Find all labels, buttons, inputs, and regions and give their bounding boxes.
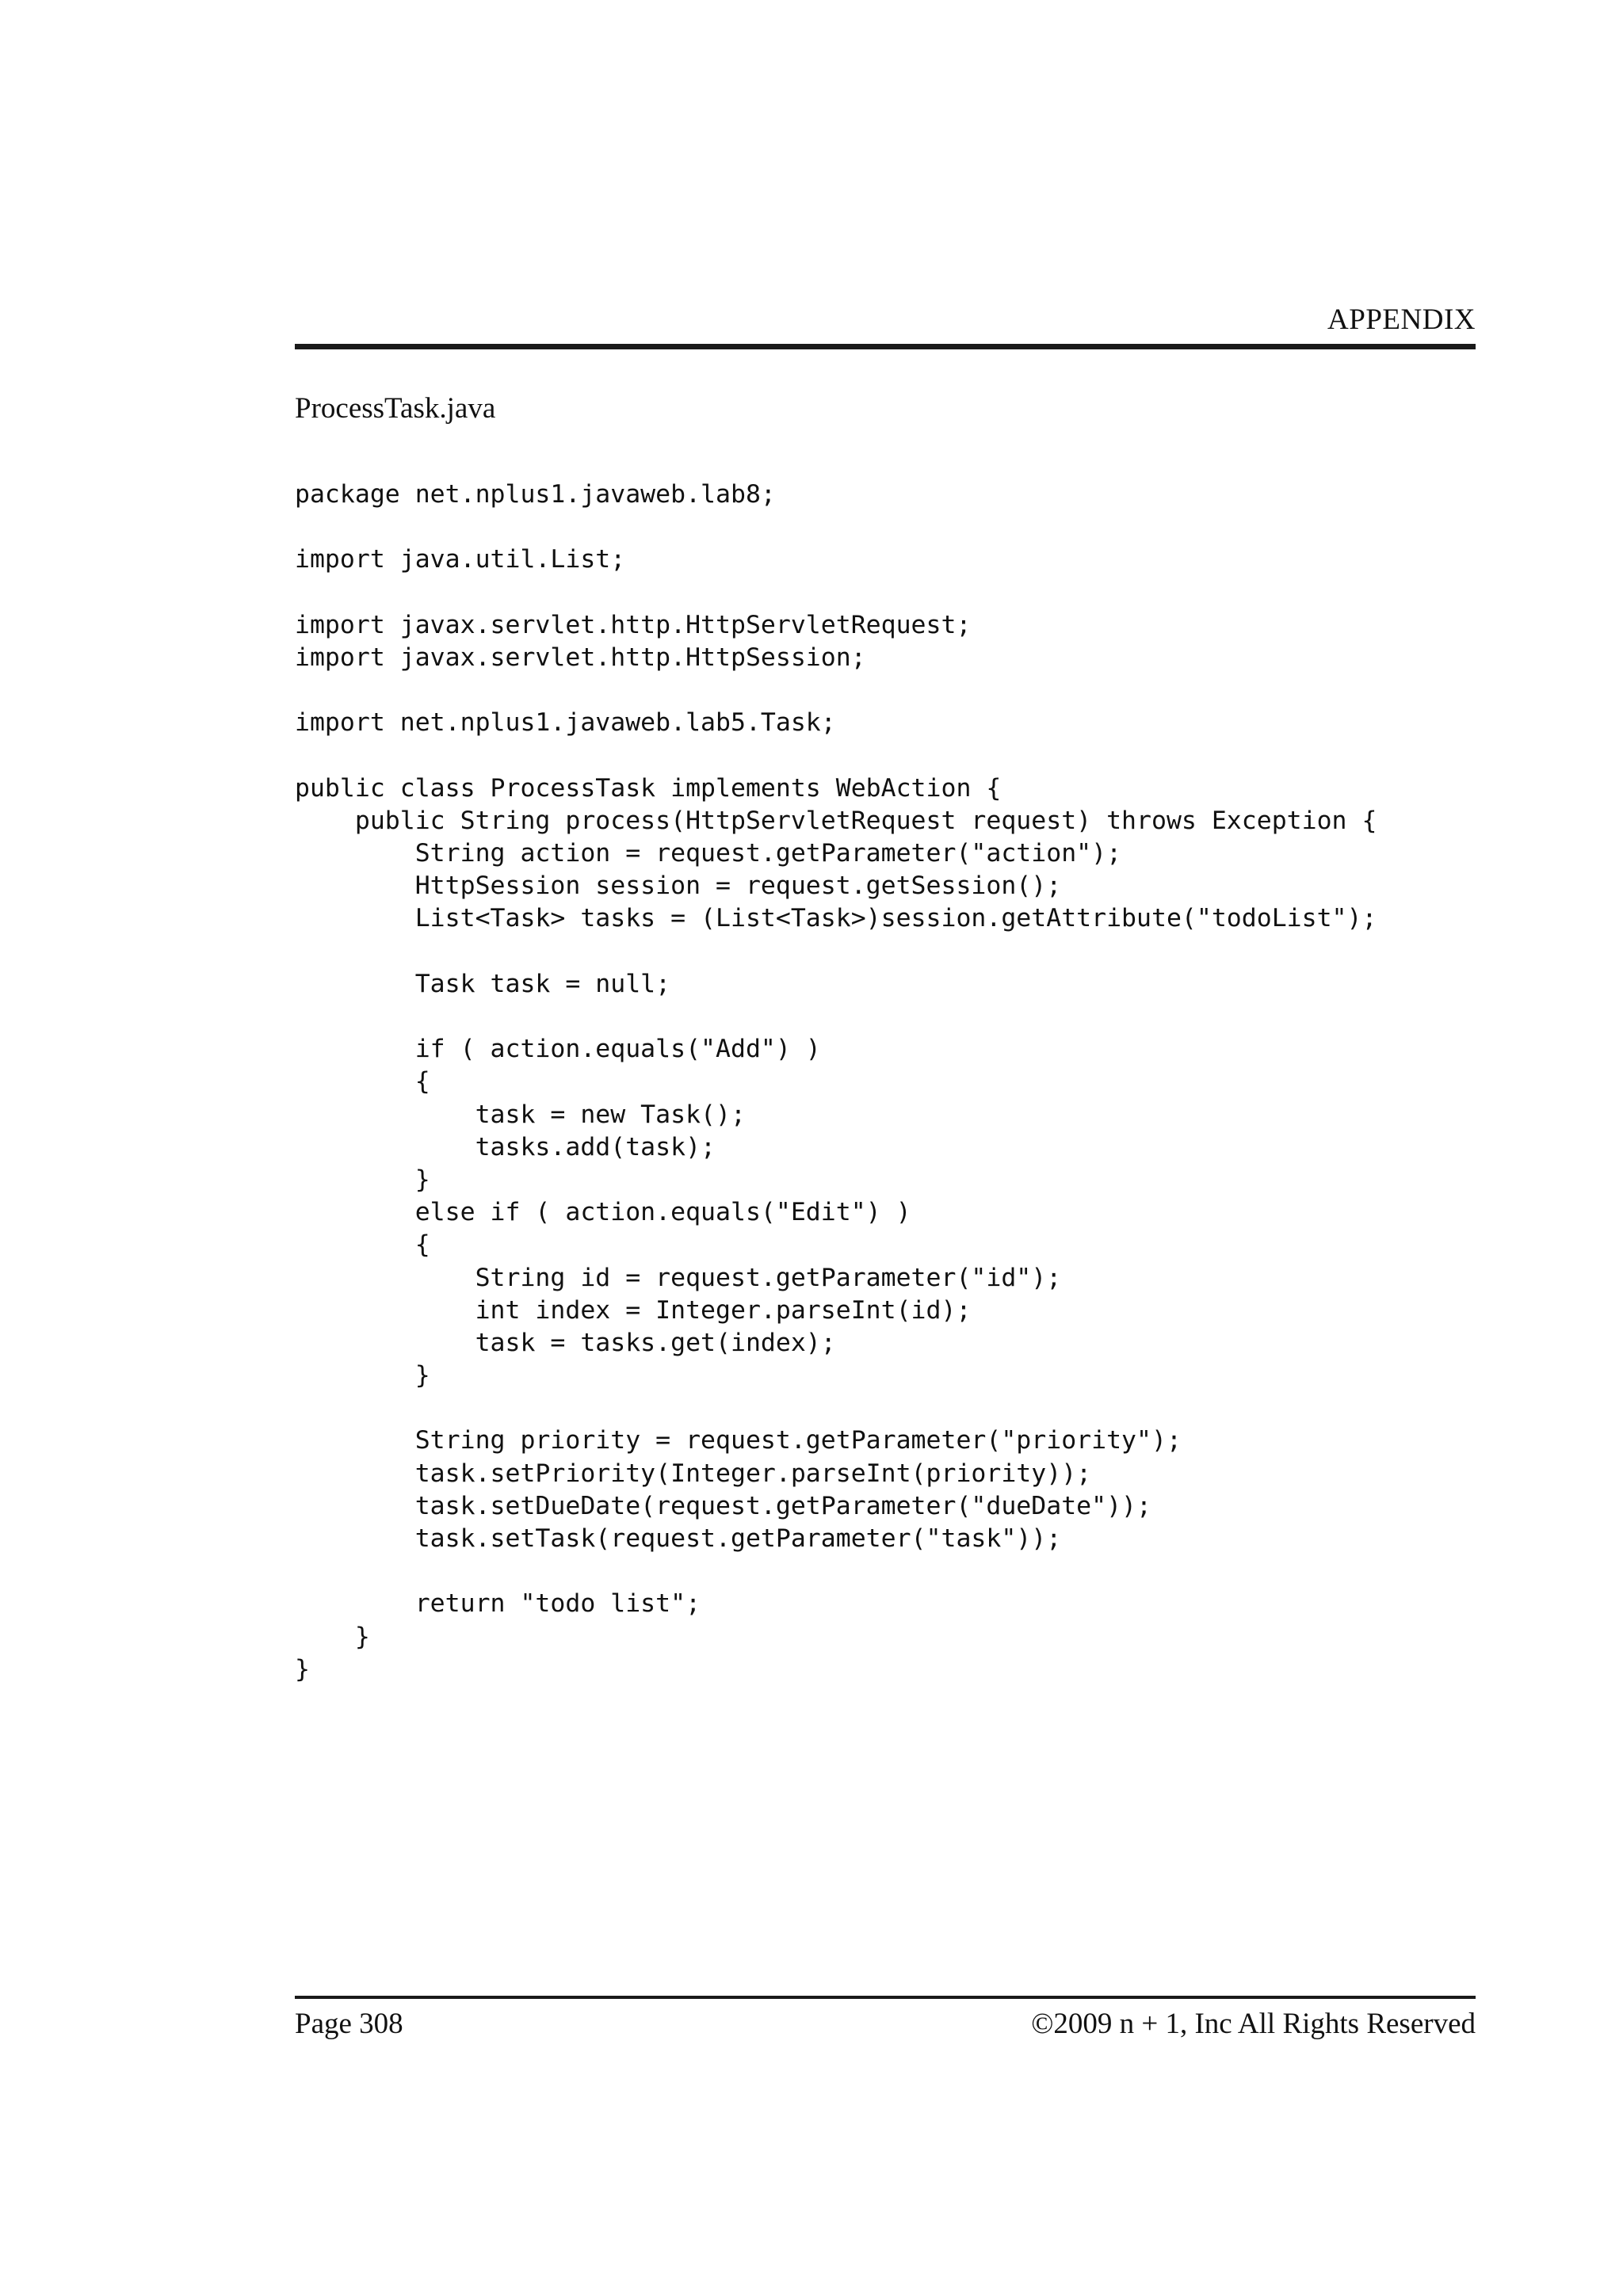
code-line: package net.nplus1.javaweb.lab8; [295,480,776,509]
page-number: Page 308 [295,2008,403,2040]
code-line: String id = request.getParameter("id"); [295,1263,1062,1292]
code-line: { [295,1230,430,1260]
copyright-notice: ©2009 n + 1, Inc All Rights Reserved [1031,2008,1476,2040]
code-line: import java.util.List; [295,545,626,574]
header-rule [295,344,1476,349]
code-line [295,1001,1476,1033]
code-line: String action = request.getParameter("action"); [295,839,1122,868]
code-line [295,511,1476,543]
code-line [295,577,1476,609]
code-line: } [295,1361,430,1390]
code-line: task.setPriority(Integer.parseInt(priority)); [295,1459,1092,1488]
code-line: { [295,1067,430,1097]
code-line: import net.nplus1.javaweb.lab5.Task; [295,708,836,738]
code-line: return "todo list"; [295,1589,701,1619]
code-line: int index = Integer.parseInt(id); [295,1295,972,1325]
code-line: String priority = request.getParameter("priority"); [295,1426,1182,1455]
code-line: } [295,1654,310,1684]
code-line: task = new Task(); [295,1100,746,1129]
code-line: } [295,1622,370,1651]
code-line [295,1392,1476,1425]
code-line: else if ( action.equals("Edit") ) [295,1198,911,1227]
code-line: HttpSession session = request.getSession(); [295,871,1062,901]
code-line [295,674,1476,707]
running-head: APPENDIX [1327,303,1476,336]
code-line [295,1555,1476,1588]
code-line: task = tasks.get(index); [295,1328,836,1357]
code-listing [295,479,1476,1686]
code-line: } [295,1165,430,1194]
code-line: if ( action.equals("Add") ) [295,1035,821,1064]
code-line: task.setDueDate(request.getParameter("dueDate")); [295,1491,1151,1520]
code-line: import javax.servlet.http.HttpSession; [295,643,866,672]
code-line: public class ProcessTask implements WebAction { [295,773,1002,803]
code-line: task.setTask(request.getParameter("task")); [295,1524,1062,1553]
code-line: tasks.add(task); [295,1132,716,1161]
code-line: List<Task> tasks = (List<Task>)session.getAttribute("todoList"); [295,904,1377,933]
code-line [295,936,1476,968]
code-line [295,740,1476,772]
code-line: import javax.servlet.http.HttpServletRequest; [295,610,972,639]
code-line: public String process(HttpServletRequest request) throws Exception { [295,806,1377,835]
file-title: ProcessTask.java [295,392,496,425]
footer-rule [295,1996,1476,1999]
code-line: Task task = null; [295,969,671,998]
